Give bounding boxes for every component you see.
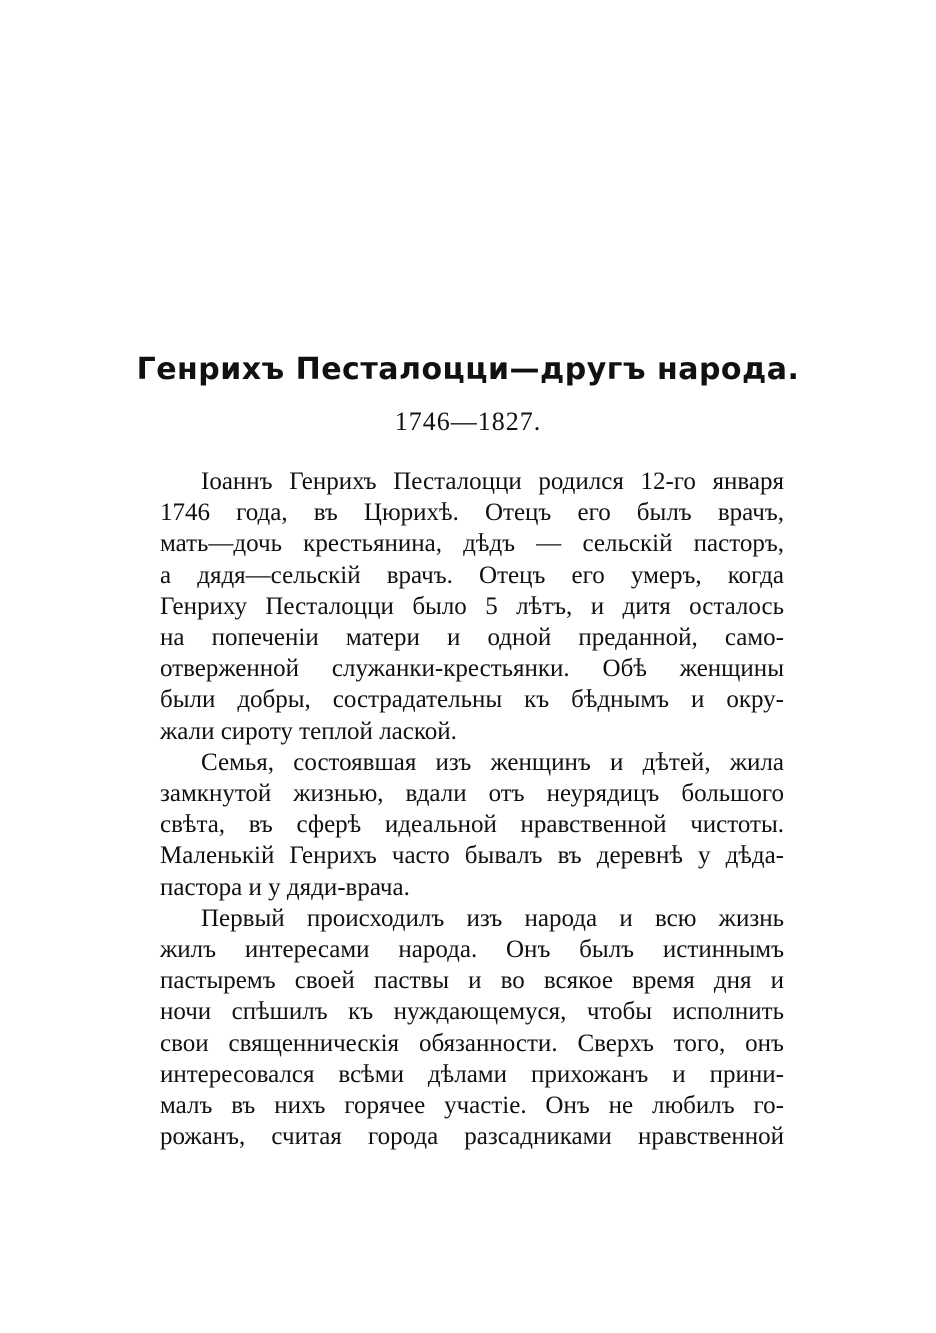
text-line: Генриху Песталоцци было 5 лѣтъ, и дитя осталось [160, 592, 784, 620]
text-line: свѣта, въ сферѣ идеальной нравственной чистоты. [160, 811, 784, 839]
text-line: на попеченіи матери и одной преданной, само- [160, 624, 784, 652]
text-line: 1746 года, въ Цюрихѣ. Отецъ его былъ врачъ, [160, 499, 784, 527]
text-line: отверженной служанки-крестьянки. Обѣ женщины [160, 655, 784, 683]
chapter-body [160, 466, 784, 1152]
text-line: рожанъ, считая города разсадниками нравственной [160, 1123, 784, 1151]
text-line: пастыремъ своей паствы и во всякое время дня и [160, 967, 784, 995]
text-line: были добры, сострадательны къ бѣднымъ и окру- [160, 686, 784, 714]
text-line: замкнутой жизнью, вдали отъ неурядицъ большого [160, 780, 784, 808]
text-line: свои священническія обязанности. Сверхъ того, онъ [160, 1029, 784, 1057]
text-line: мать—дочь крестьянина, дѣдъ — сельскій пасторъ, [160, 530, 784, 558]
text-line: Первый происходилъ изъ народа и всю жизнь [201, 904, 784, 932]
chapter-years: 1746—1827. [394, 407, 542, 436]
paragraph-2 [160, 747, 784, 903]
text-line: а дядя—сельскій врачъ. Отецъ его умеръ, когда [160, 561, 784, 589]
text-line: Семья, состоявшая изъ женщинъ и дѣтей, жила [201, 748, 784, 776]
text-line: жали сироту теплой лаской. [160, 717, 457, 745]
text-line: пастора и у дяди-врача. [160, 873, 410, 901]
text-line: Іоаннъ Генрихъ Песталоцци родился 12-го января [201, 468, 784, 495]
paragraph-3 [160, 903, 784, 1153]
text-line: ночи спѣшилъ къ нуждающемуся, чтобы исполнить [160, 998, 784, 1026]
text-line: малъ въ нихъ горячее участіе. Онъ не любилъ го- [160, 1092, 784, 1120]
chapter-title: Генрихъ Песталоцци—другъ народа. [136, 352, 800, 387]
text-line: жилъ интересами народа. Онъ былъ истиннымъ [160, 936, 784, 964]
text-line: Маленькій Генрихъ часто бывалъ въ деревнѣ у дѣда- [160, 842, 784, 870]
text-line: интересовался всѣми дѣлами прихожанъ и прини- [160, 1060, 784, 1088]
paragraph-1 [160, 466, 784, 747]
